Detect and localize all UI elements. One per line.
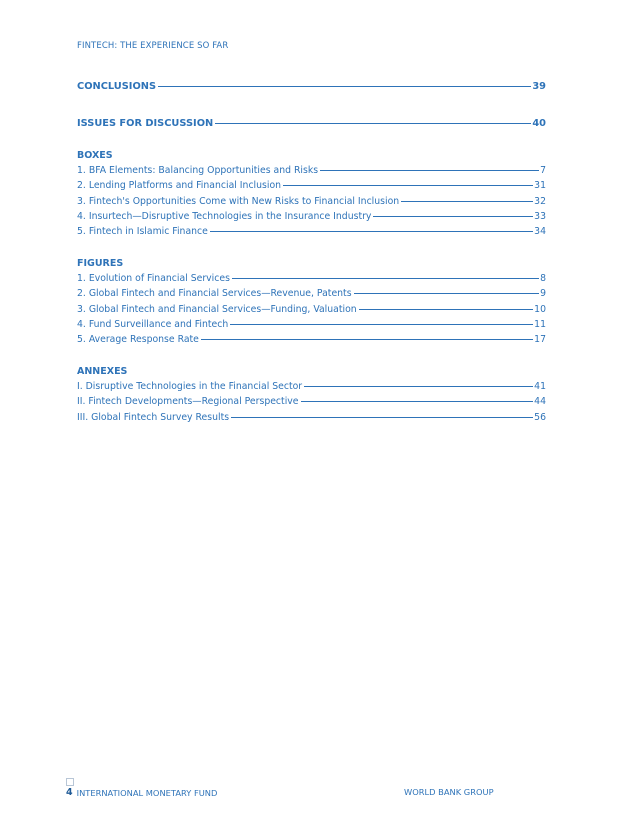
toc-entry-page: 8: [540, 272, 546, 284]
toc-entry-label: 5. Fintech in Islamic Finance: [77, 226, 208, 238]
section-heading-boxes: BOXES: [77, 149, 113, 161]
page-number: [66, 787, 73, 798]
dot-leader: [304, 386, 533, 387]
running-header: FINTECH: THE EXPERIENCE SO FAR: [77, 41, 229, 51]
dot-leader: [230, 324, 533, 325]
table-of-contents: [77, 79, 546, 425]
toc-entry-page: 56: [534, 411, 546, 423]
toc-entry-label: 1. BFA Elements: Balancing Opportunities and Risks: [77, 164, 319, 176]
page-number-text: 4: [66, 787, 73, 798]
toc-entry-issues[interactable]: [77, 116, 546, 131]
toc-entry-box-5[interactable]: [77, 224, 546, 239]
toc-entry-label: 4. Insurtech—Disruptive Technologies in the Insurance Industry: [77, 211, 372, 223]
toc-entry-box-1[interactable]: [77, 163, 546, 178]
page-number-mark-icon: [66, 778, 74, 786]
toc-entry-annex-1[interactable]: [77, 379, 546, 394]
toc-entry-label: CONCLUSIONS: [77, 81, 157, 92]
toc-entry-annex-2[interactable]: [77, 394, 546, 409]
toc-entry-figure-4[interactable]: [77, 317, 546, 332]
section-heading-annexes: ANNEXES: [77, 365, 128, 377]
toc-entry-box-3[interactable]: [77, 194, 546, 209]
toc-entry-page: 11: [534, 319, 546, 331]
toc-entry-page: 17: [534, 334, 546, 346]
toc-entry-label: III. Global Fintech Survey Results: [77, 411, 230, 423]
toc-entry-page: 7: [540, 164, 546, 176]
dot-leader: [232, 278, 539, 279]
toc-entry-page: 40: [532, 118, 546, 130]
dot-leader: [401, 201, 533, 202]
toc-entry-annex-3[interactable]: [77, 410, 546, 425]
toc-entry-label: 2. Lending Platforms and Financial Inclusion: [77, 180, 282, 192]
dot-leader: [201, 339, 533, 340]
toc-entry-label: 1. Evolution of Financial Services: [77, 272, 230, 284]
dot-leader: [301, 401, 534, 402]
footer-publisher-world-bank: WORLD BANK GROUP: [404, 787, 494, 797]
dot-leader: [158, 86, 531, 87]
footer-publisher-imf: INTERNATIONAL MONETARY FUND: [76, 787, 218, 798]
toc-entry-page: 33: [534, 211, 546, 223]
dot-leader: [359, 309, 534, 310]
dot-leader: [210, 231, 533, 232]
toc-entry-page: 9: [540, 288, 546, 300]
footer-left: [66, 787, 217, 798]
dot-leader: [215, 123, 531, 124]
toc-entry-conclusions[interactable]: [77, 79, 546, 94]
toc-entry-page: 10: [534, 303, 546, 315]
toc-entry-label: 5. Average Response Rate: [77, 334, 199, 346]
toc-entry-page: 44: [534, 396, 546, 408]
section-heading-figures: FIGURES: [77, 257, 124, 269]
toc-entry-page: 31: [534, 180, 546, 192]
dot-leader: [373, 216, 533, 217]
toc-entry-page: 32: [534, 195, 546, 207]
dot-leader: [320, 170, 539, 171]
toc-entry-label: I. Disruptive Technologies in the Financial Sector: [77, 380, 303, 392]
toc-entry-figure-5[interactable]: [77, 332, 546, 347]
toc-entry-label: 3. Fintech's Opportunities Come with New Risks to Financial Inclusion: [77, 195, 400, 207]
dot-leader: [283, 185, 533, 186]
toc-entry-label: 2. Global Fintech and Financial Services—Revenue, Patents: [77, 288, 352, 300]
toc-entry-figure-3[interactable]: [77, 302, 546, 317]
toc-entry-label: II. Fintech Developments—Regional Perspective: [77, 396, 299, 408]
toc-entry-label: 4. Fund Surveillance and Fintech: [77, 319, 229, 331]
toc-entry-label: ISSUES FOR DISCUSSION: [77, 118, 214, 130]
toc-entry-page: 41: [534, 380, 546, 392]
toc-entry-box-2[interactable]: [77, 178, 546, 193]
dot-leader: [354, 293, 540, 294]
toc-entry-page: 34: [534, 226, 546, 238]
toc-entry-figure-1[interactable]: [77, 271, 546, 286]
toc-entry-label: 3. Global Fintech and Financial Services—Funding, Valuation: [77, 303, 357, 315]
toc-entry-figure-2[interactable]: [77, 286, 546, 301]
dot-leader: [231, 417, 533, 418]
toc-entry-page: 39: [532, 81, 546, 92]
toc-entry-box-4[interactable]: [77, 209, 546, 224]
